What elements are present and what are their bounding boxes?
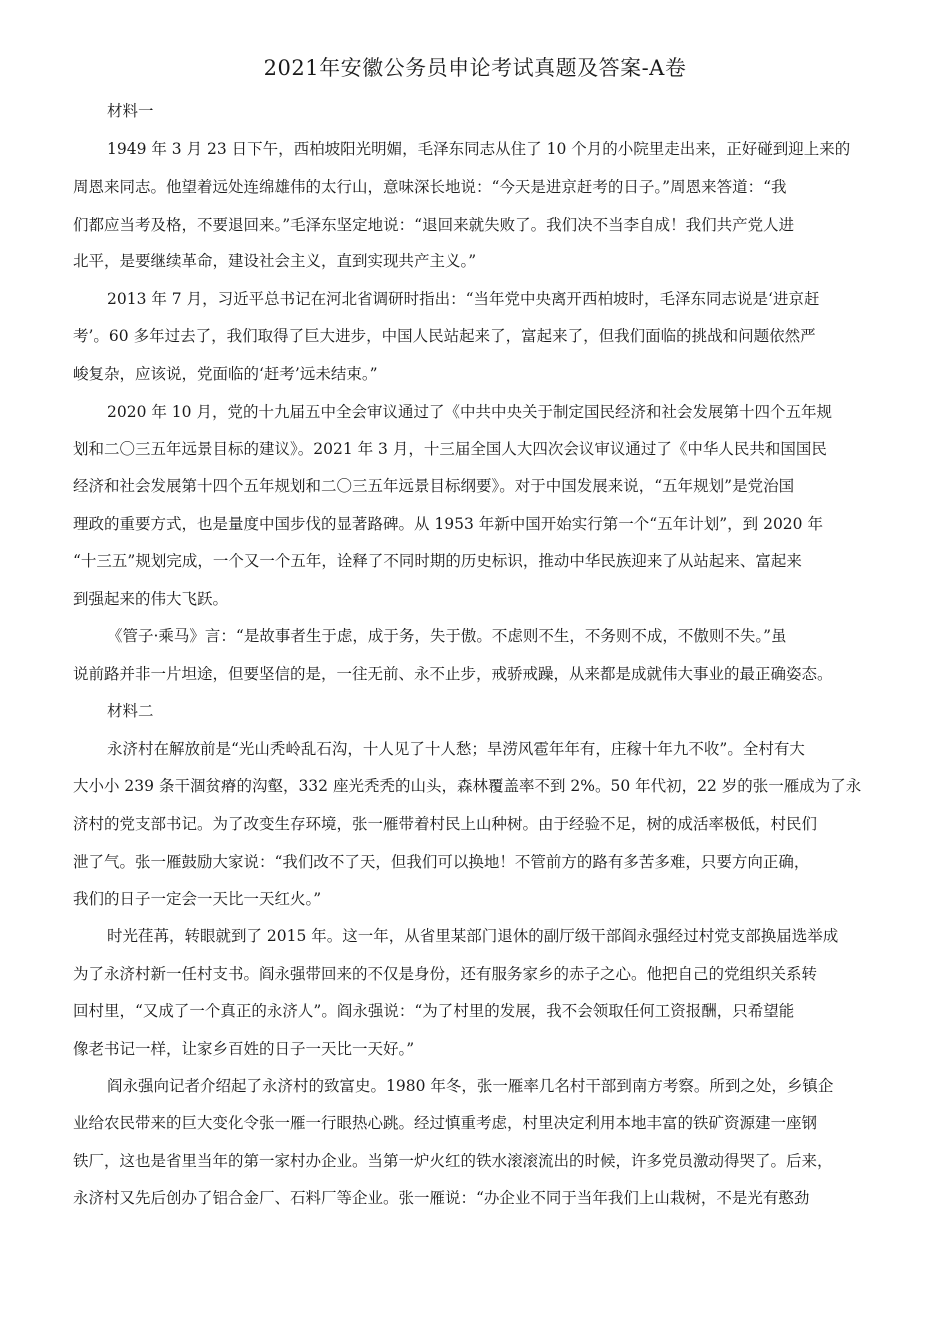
- paragraph-line: 时光荏苒，转眼就到了 2015 年。这一年，从省里某部门退休的副厅级干部阎永强经过村党支部换届选举成: [107, 927, 839, 945]
- paragraph-line: 说前路并非一片坦途，但要坚信的是，一往无前、永不止步，戒骄戒躁，从来都是成就伟大事业的最正确姿态。: [73, 665, 833, 683]
- paragraph-line: 周恩来同志。他望着远处连绵雄伟的太行山，意味深长地说：“今天是进京赶考的日子。”周恩来答道：“我: [73, 178, 787, 196]
- paragraph-line: 峻复杂，应该说，党面临的‘赶考’远未结束。”: [73, 365, 378, 383]
- paragraph-line: 考’。60 多年过去了，我们取得了巨大进步，中国人民站起来了，富起来了，但我们面临的挑战和问题依然严: [73, 327, 816, 345]
- paragraph-line: 到强起来的伟大飞跃。: [73, 590, 229, 608]
- paragraph-line: 我们的日子一定会一天比一天红火。”: [73, 890, 322, 908]
- paragraph-line: 1949 年 3 月 23 日下午，西柏坡阳光明媚，毛泽东同志从住了 10 个月的小院里走出来，正好碰到迎上来的: [107, 140, 851, 158]
- paragraph-line: 《管子·乘马》言：“是故事者生于虑，成于务，失于傲。不虑则不生，不务则不成，不傲则不失。”虽: [107, 627, 787, 645]
- paragraph-line: 泄了气。张一雁鼓励大家说：“我们改不了天，但我们可以换地！不管前方的路有多苦多难，只要方向正确，: [73, 853, 810, 871]
- paragraph-line: 理政的重要方式，也是量度中国步伐的显著路碑。从 1953 年新中国开始实行第一个“五年计划”，到 2020 年: [73, 515, 823, 533]
- paragraph-line: 2013 年 7 月，习近平总书记在河北省调研时指出：“当年党中央离开西柏坡时，毛泽东同志说是‘进京赶: [107, 290, 820, 308]
- document-title: 2021年安徽公务员申论考试真题及答案-A卷: [263, 56, 687, 80]
- paragraph-line: “十三五”规划完成，一个又一个五年，诠释了不同时期的历史标识，推动中华民族迎来了从站起来、富起来: [73, 552, 802, 570]
- paragraph-line: 阎永强向记者介绍起了永济村的致富史。1980 年冬，张一雁率几名村干部到南方考察。所到之处，乡镇企: [107, 1077, 834, 1095]
- paragraph-line: 为了永济村新一任村支书。阎永强带回来的不仅是身份，还有服务家乡的赤子之心。他把自己的党组织关系转: [73, 965, 818, 983]
- paragraph-line: 们都应当考及格，不要退回来。”毛泽东坚定地说：“退回来就失败了。我们决不当李自成！我们共产党人进: [73, 216, 795, 234]
- paragraph-line: 永济村又先后创办了铝合金厂、石料厂等企业。张一雁说：“办企业不同于当年我们上山栽树，不是光有憨劲: [73, 1189, 810, 1207]
- paragraph-line: 经济和社会发展第十四个五年规划和二〇三五年远景目标纲要》。对于中国发展来说，“五年规划”是党治国: [73, 477, 795, 495]
- paragraph-line: 回村里，“又成了一个真正的永济人”。阎永强说：“为了村里的发展，我不会领取任何工资报酬，只希望能: [73, 1002, 795, 1020]
- section-heading-1: 材料一: [107, 102, 154, 120]
- paragraph-line: 划和二〇三五年远景目标的建议》。2021 年 3 月，十三届全国人大四次会议审议通过了《中华人民共和国国民: [73, 440, 827, 458]
- paragraph-line: 大小小 239 条干涸贫瘠的沟壑，332 座光秃秃的山头，森林覆盖率不到 2%。50 年代初，22 岁的张一雁成为了永: [73, 777, 862, 795]
- paragraph-line: 永济村在解放前是“光山秃岭乱石沟，十人见了十人愁；旱涝风雹年年有，庄稼十年九不收”。全村有大: [107, 740, 805, 758]
- paragraph-line: 业给农民带来的巨大变化令张一雁一行眼热心跳。经过慎重考虑，村里决定利用本地丰富的铁矿资源建一座钢: [73, 1114, 818, 1132]
- section-heading-2: 材料二: [107, 702, 154, 720]
- paragraph-line: 济村的党支部书记。为了改变生存环境，张一雁带着村民上山种树。由于经验不足，树的成活率极低，村民们: [73, 815, 818, 833]
- paragraph-line: 2020 年 10 月，党的十九届五中全会审议通过了《中共中央关于制定国民经济和社会发展第十四个五年规: [107, 403, 832, 421]
- paragraph-line: 北平，是要继续革命，建设社会主义，直到实现共产主义。”: [73, 252, 477, 270]
- paragraph-line: 像老书记一样，让家乡百姓的日子一天比一天好。”: [73, 1040, 415, 1058]
- paragraph-line: 铁厂，这也是省里当年的第一家村办企业。当第一炉火红的铁水滚滚流出的时候，许多党员激动得哭了。后来，: [73, 1152, 833, 1170]
